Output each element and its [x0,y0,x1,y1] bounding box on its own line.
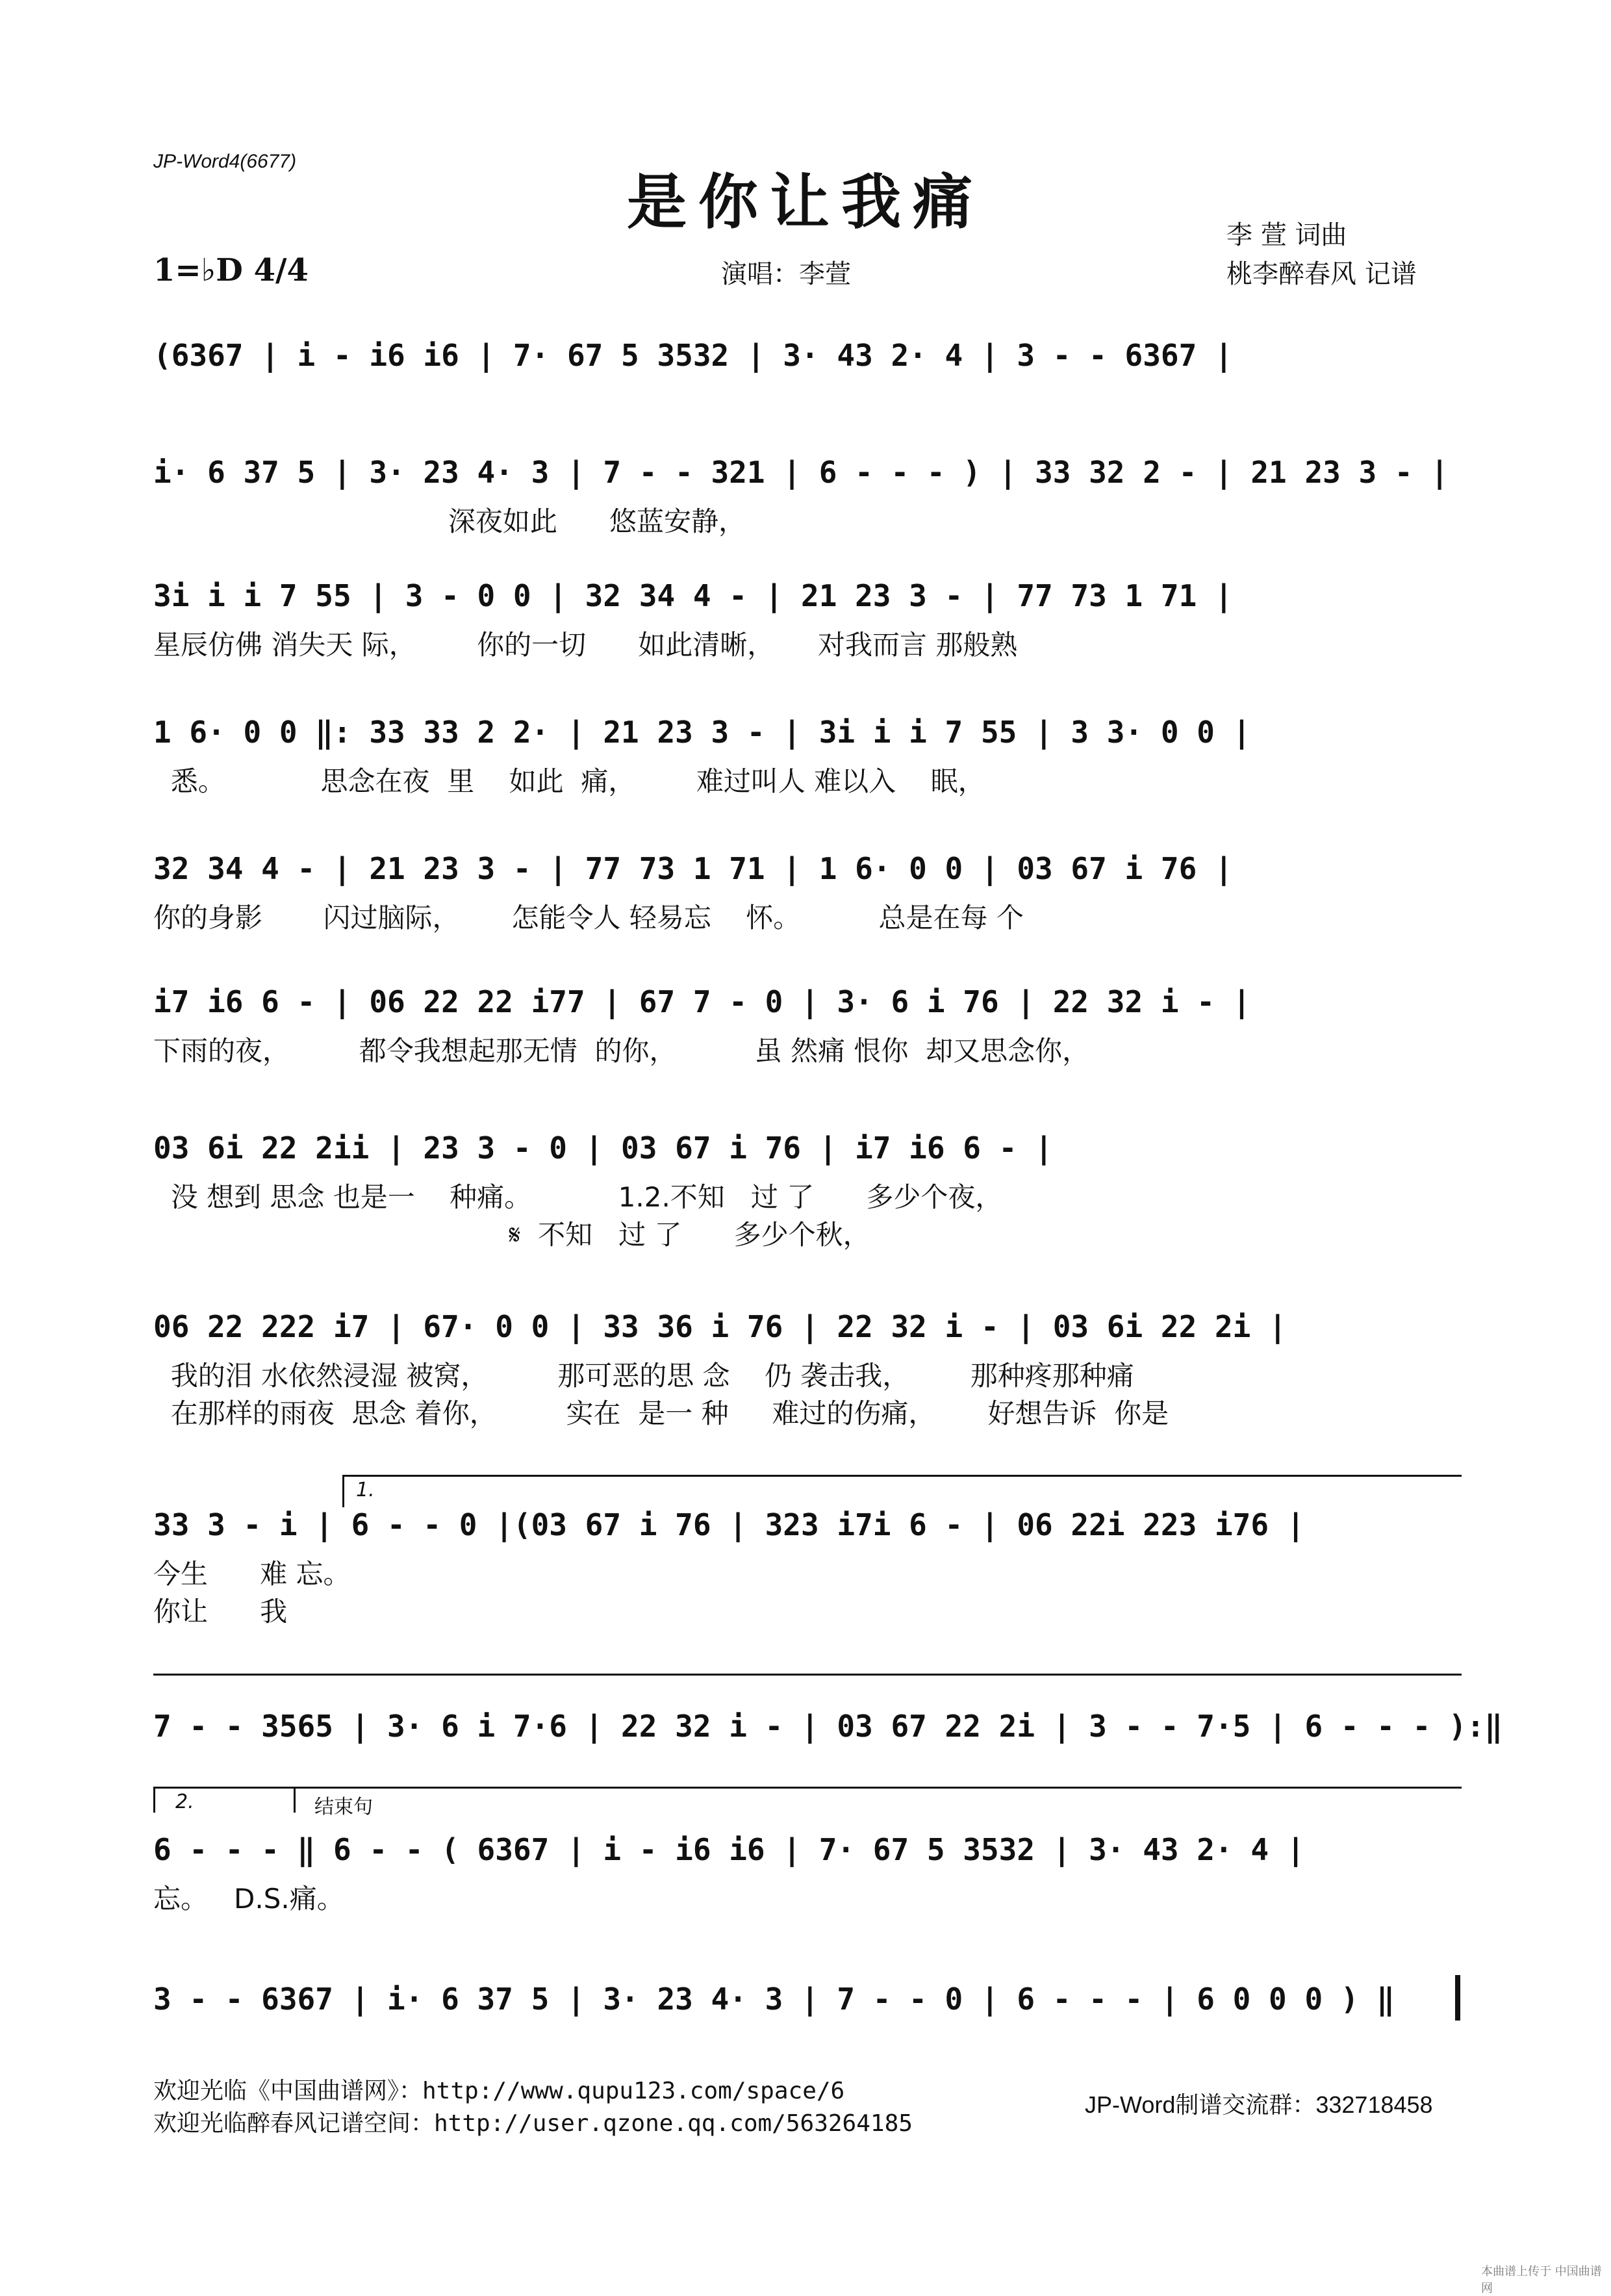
software-label: JP-Word4(6677) [153,151,297,172]
transcriber-credit: 桃李醉春风 记谱 [1226,259,1417,289]
lyric-line: 悉。 思念在夜 里 如此 痛， 难过叫人 难以入 眠， [153,765,985,797]
singer-credit: 演唱：李萱 [721,259,851,289]
volta-2-bracket [153,1787,1462,1789]
notation-line: 3 - - 6367 | i· 6 37 5 | 3· 23 4· 3 | 7 - - 0 | 6 - - - | 6 0 0 0 ) ‖ [153,1982,1395,2017]
lyric-line: 星辰仿佛 消失天 际， 你的一切 如此清晰， 对我而言 那般熟 [153,629,1018,661]
lyric-line: 你的身影 闪过脑际， 怎能令人 轻易忘 怀。 总是在每 个 [153,902,1024,934]
lyric-line: 没 想到 思念 也是一 种痛。 1.2.不知 过 了 多少个夜， [153,1181,1003,1213]
lyric-line: 下雨的夜， 都令我想起那无情 的你， 虽 然痛 恨你 却又思念你， [153,1035,1090,1067]
notation-line: 32 34 4 - | 21 23 3 - | 77 73 1 71 | 1 6· 0 0 | 03 67 i 76 | [153,851,1233,886]
lyric-line: 我的泪 水依然浸湿 被窝， 那可恶的思 念 仍 袭击我， 那种疼那种痛 [153,1360,1134,1392]
footer-group: JP-Word制谱交流群：332718458 [1085,2091,1433,2118]
notation-line: 33 3 - i | 6 - - 0 |(03 67 i 76 | 323 i7i 6 - | 06 22i 223 i76 | [153,1507,1305,1542]
notation-line: i7 i6 6 - | 06 22 22 i77 | 67 7 - 0 | 3· 6 i 76 | 22 32 i - | [153,984,1251,1019]
lyric-line: 你让 我 [153,1596,288,1627]
song-title: 是你让我痛 [626,167,984,237]
volta-1-bracket-left [342,1475,344,1507]
notation-line: 03 6i 22 2ii | 23 3 - 0 | 03 67 i 76 | i7 i6 6 - | [153,1130,1053,1166]
watermark-stamp: 本曲谱上传于 中国曲谱网 [1481,2265,1602,2295]
notation-line: 7 - - 3565 | 3· 6 i 7·6 | 22 32 i - | 03 67 22 2i | 3 - - 7·5 | 6 - - - ):‖ [153,1709,1503,1744]
notation-line: 1 6· 0 0 ‖: 33 33 2 2· | 21 23 3 - | 3i i i 7 55 | 3 3· 0 0 | [153,715,1251,750]
footer-link-1: 欢迎光临《中国曲谱网》：http://www.qupu123.com/space/6 [153,2078,845,2104]
lyric-line: 𝄋 不知 过 了 多少个秋， [153,1219,870,1251]
volta-2-bracket-left [153,1787,155,1813]
notation-line: (6367 | i - i6 i6 | 7· 67 5 3532 | 3· 43 2· 4 | 3 - - 6367 | [153,338,1233,373]
lyric-line: 深夜如此 悠蓝安静， [153,505,746,537]
volta-1-bracket-cont [153,1674,1462,1676]
notation-line: 3i i i 7 55 | 3 - 0 0 | 32 34 4 - | 21 23 3 - | 77 73 1 71 | [153,578,1233,613]
coda-bracket-left [294,1787,296,1813]
notation-line: 6 - - - ‖ 6 - - ( 6367 | i - i6 i6 | 7· 67 5 3532 | 3· 43 2· 4 | [153,1832,1305,1867]
lyric-line: 忘。 D.S.痛。 [153,1883,344,1915]
key-signature: 1=♭D 4/4 [153,252,309,288]
footer-link-2: 欢迎光临醉春风记谱空间：http://user.qzone.qq.com/563264185 [153,2110,913,2137]
volta-1-bracket [342,1475,1462,1477]
lyric-line: 在那样的雨夜 思念 着你， 实在 是一 种 难过的伤痛， 好想告诉 你是 [153,1397,1169,1429]
notation-line: 06 22 222 i7 | 67· 0 0 | 33 36 i 76 | 22 32 i - | 03 6i 22 2i | [153,1309,1287,1344]
volta-2-label: 2. [175,1791,194,1813]
final-barline [1455,1975,1460,2021]
coda-label: 结束句 [314,1796,373,1818]
notation-line: i· 6 37 5 | 3· 23 4· 3 | 7 - - 321 | 6 - - - ) | 33 32 2 - | 21 23 3 - | [153,455,1449,490]
lyric-line: 今生 难 忘。 [153,1558,351,1590]
volta-1-label: 1. [356,1479,375,1501]
composer-credit: 李 萱 词曲 [1226,220,1347,250]
